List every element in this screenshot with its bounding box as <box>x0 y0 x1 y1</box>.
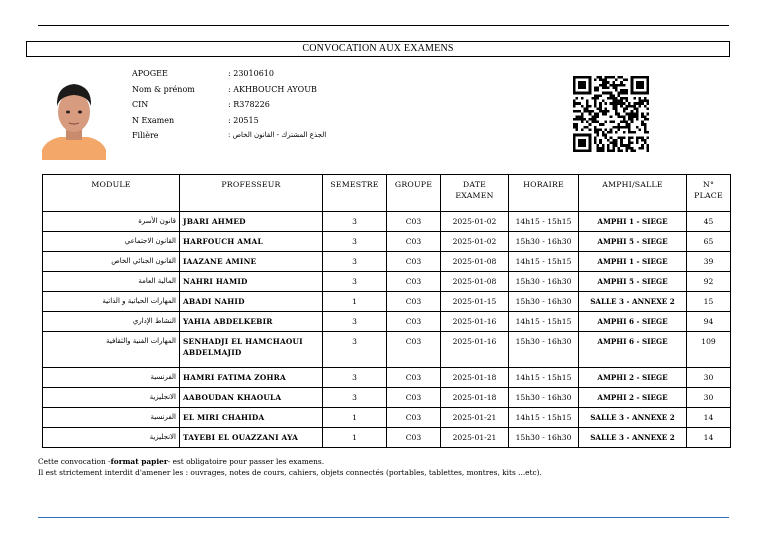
place-cell: 14 <box>687 428 731 448</box>
place-cell: 65 <box>687 232 731 252</box>
info-label: N Examen <box>132 115 175 125</box>
table-row <box>43 272 731 292</box>
semestre-cell: 3 <box>323 252 387 272</box>
horaire-cell: 15h30 - 16h30 <box>509 292 579 312</box>
groupe-cell: C03 <box>387 388 441 408</box>
horaire-cell: 15h30 - 16h30 <box>509 272 579 292</box>
semestre-cell: 3 <box>323 388 387 408</box>
table-row <box>43 292 731 312</box>
professeur-cell: HARFOUCH AMAL <box>180 232 323 252</box>
salle-cell: AMPHI 6 - SIEGE <box>579 332 687 368</box>
footer-notice <box>38 456 542 478</box>
date-cell: 2025-01-02 <box>441 232 509 252</box>
info-label: CIN <box>132 100 149 109</box>
salle-cell: AMPHI 1 - SIEGE <box>579 212 687 232</box>
date-cell: 2025-01-02 <box>441 212 509 232</box>
place-cell: 14 <box>687 408 731 428</box>
header-semestre: SEMESTRE <box>323 175 387 212</box>
module-cell: قانون الأسرة <box>43 212 180 232</box>
semestre-cell: 3 <box>323 332 387 368</box>
module-cell: المهارات الفنية والثقافية <box>43 332 180 368</box>
professeur-cell: NAHRI HAMID <box>180 272 323 292</box>
groupe-cell: C03 <box>387 312 441 332</box>
footer-line-2: Il est strictement interdit d'amener les : ouvrages, notes de cours, cahiers, objets connectés (portables, tablettes, montres, kits ...etc). <box>38 468 542 477</box>
semestre-cell: 3 <box>323 312 387 332</box>
salle-cell: AMPHI 2 - SIEGE <box>579 368 687 388</box>
date-cell: 2025-01-21 <box>441 428 509 448</box>
professeur-cell: SENHADJI EL HAMCHAOUI ABDELMAJID <box>180 332 323 368</box>
salle-cell: SALLE 3 - ANNEXE 2 <box>579 428 687 448</box>
groupe-cell: C03 <box>387 232 441 252</box>
place-cell: 30 <box>687 388 731 408</box>
semestre-cell: 1 <box>323 408 387 428</box>
professeur-cell: HAMRI FATIMA ZOHRA <box>180 368 323 388</box>
horaire-cell: 15h30 - 16h30 <box>509 388 579 408</box>
groupe-cell: C03 <box>387 212 441 232</box>
semestre-cell: 3 <box>323 368 387 388</box>
info-value: : AKHBOUCH AYOUB <box>228 84 317 94</box>
info-value: : 23010610 <box>228 69 274 78</box>
place-cell: 109 <box>687 332 731 368</box>
date-cell: 2025-01-15 <box>441 292 509 312</box>
module-cell: الانجليزية <box>43 428 180 448</box>
table-row <box>43 368 731 388</box>
horaire-cell: 14h15 - 15h15 <box>509 252 579 272</box>
place-cell: 94 <box>687 312 731 332</box>
table-row <box>43 408 731 428</box>
horaire-cell: 14h15 - 15h15 <box>509 368 579 388</box>
place-cell: 15 <box>687 292 731 312</box>
semestre-cell: 3 <box>323 212 387 232</box>
bottom-rule <box>38 517 729 518</box>
qr-code-icon <box>573 76 649 152</box>
info-label: Filière <box>132 131 159 140</box>
place-cell: 92 <box>687 272 731 292</box>
footer-line1-suffix: - est obligatoire pour passer les examens. <box>167 457 325 466</box>
module-cell: المالية العامة <box>43 272 180 292</box>
horaire-cell: 15h30 - 16h30 <box>509 332 579 368</box>
place-cell: 45 <box>687 212 731 232</box>
salle-cell: AMPHI 6 - SIEGE <box>579 312 687 332</box>
student-photo-icon <box>40 76 108 160</box>
table-row <box>43 312 731 332</box>
table-row <box>43 388 731 408</box>
date-cell: 2025-01-21 <box>441 408 509 428</box>
table-row <box>43 232 731 252</box>
module-cell: النشاط الإداري <box>43 312 180 332</box>
groupe-cell: C03 <box>387 368 441 388</box>
header-salle: AMPHI/SALLE <box>579 175 687 212</box>
module-cell: الانجليزية <box>43 388 180 408</box>
date-cell: 2025-01-18 <box>441 388 509 408</box>
date-cell: 2025-01-08 <box>441 252 509 272</box>
groupe-cell: C03 <box>387 292 441 312</box>
table-row <box>43 332 731 368</box>
module-cell: المهارات الحياتية و الذاتية <box>43 292 180 312</box>
table-body <box>43 212 731 448</box>
salle-cell: SALLE 3 - ANNEXE 2 <box>579 292 687 312</box>
semestre-cell: 1 <box>323 428 387 448</box>
salle-cell: AMPHI 5 - SIEGE <box>579 272 687 292</box>
info-value: الجذع المشترك - القانون الخاص : <box>228 131 327 139</box>
module-cell: الفرنسية <box>43 408 180 428</box>
footer-line1-prefix: Cette convocation - <box>38 457 111 466</box>
date-cell: 2025-01-18 <box>441 368 509 388</box>
place-cell: 30 <box>687 368 731 388</box>
table-row <box>43 212 731 232</box>
salle-cell: AMPHI 2 - SIEGE <box>579 388 687 408</box>
header-horaire: HORAIRE <box>509 175 579 212</box>
header-place: N° PLACE <box>687 175 731 212</box>
professeur-cell: IAAZANE AMINE <box>180 252 323 272</box>
horaire-cell: 15h30 - 16h30 <box>509 428 579 448</box>
place-cell: 39 <box>687 252 731 272</box>
info-value: : R378226 <box>228 100 270 109</box>
header-groupe: GROUPE <box>387 175 441 212</box>
semestre-cell: 3 <box>323 232 387 252</box>
salle-cell: AMPHI 5 - SIEGE <box>579 232 687 252</box>
document-title: CONVOCATION AUX EXAMENS <box>26 41 730 57</box>
salle-cell: AMPHI 1 - SIEGE <box>579 252 687 272</box>
professeur-cell: YAHIA ABDELKEBIR <box>180 312 323 332</box>
info-label: Nom & prénom <box>132 84 195 94</box>
semestre-cell: 1 <box>323 292 387 312</box>
groupe-cell: C03 <box>387 272 441 292</box>
date-cell: 2025-01-16 <box>441 312 509 332</box>
professeur-cell: TAYEBI EL OUAZZANI AYA <box>180 428 323 448</box>
table-header-row <box>43 175 731 212</box>
groupe-cell: C03 <box>387 332 441 368</box>
horaire-cell: 14h15 - 15h15 <box>509 408 579 428</box>
footer-line1-bold: format papier <box>110 457 168 466</box>
info-value: : 20515 <box>228 115 259 125</box>
table-row <box>43 428 731 448</box>
info-label: APOGEE <box>132 69 168 78</box>
header-date: DATE EXAMEN <box>441 175 509 212</box>
module-cell: القانون الجنائي الخاص <box>43 252 180 272</box>
top-rule <box>38 25 729 26</box>
header-module: MODULE <box>43 175 180 212</box>
groupe-cell: C03 <box>387 252 441 272</box>
footer-line-1 <box>38 456 542 467</box>
horaire-cell: 14h15 - 15h15 <box>509 312 579 332</box>
semestre-cell: 3 <box>323 272 387 292</box>
horaire-cell: 14h15 - 15h15 <box>509 212 579 232</box>
professeur-cell: AABOUDAN KHAOULA <box>180 388 323 408</box>
professeur-cell: ABADI NAHID <box>180 292 323 312</box>
date-cell: 2025-01-16 <box>441 332 509 368</box>
groupe-cell: C03 <box>387 408 441 428</box>
table-row <box>43 252 731 272</box>
groupe-cell: C03 <box>387 428 441 448</box>
header-professeur: PROFESSEUR <box>180 175 323 212</box>
professeur-cell: EL MIRI CHAHIDA <box>180 408 323 428</box>
date-cell: 2025-01-08 <box>441 272 509 292</box>
horaire-cell: 15h30 - 16h30 <box>509 232 579 252</box>
professeur-cell: JBARI AHMED <box>180 212 323 232</box>
exam-table <box>42 174 731 448</box>
module-cell: القانون الاجتماعي <box>43 232 180 252</box>
module-cell: الفرنسية <box>43 368 180 388</box>
salle-cell: SALLE 3 - ANNEXE 2 <box>579 408 687 428</box>
